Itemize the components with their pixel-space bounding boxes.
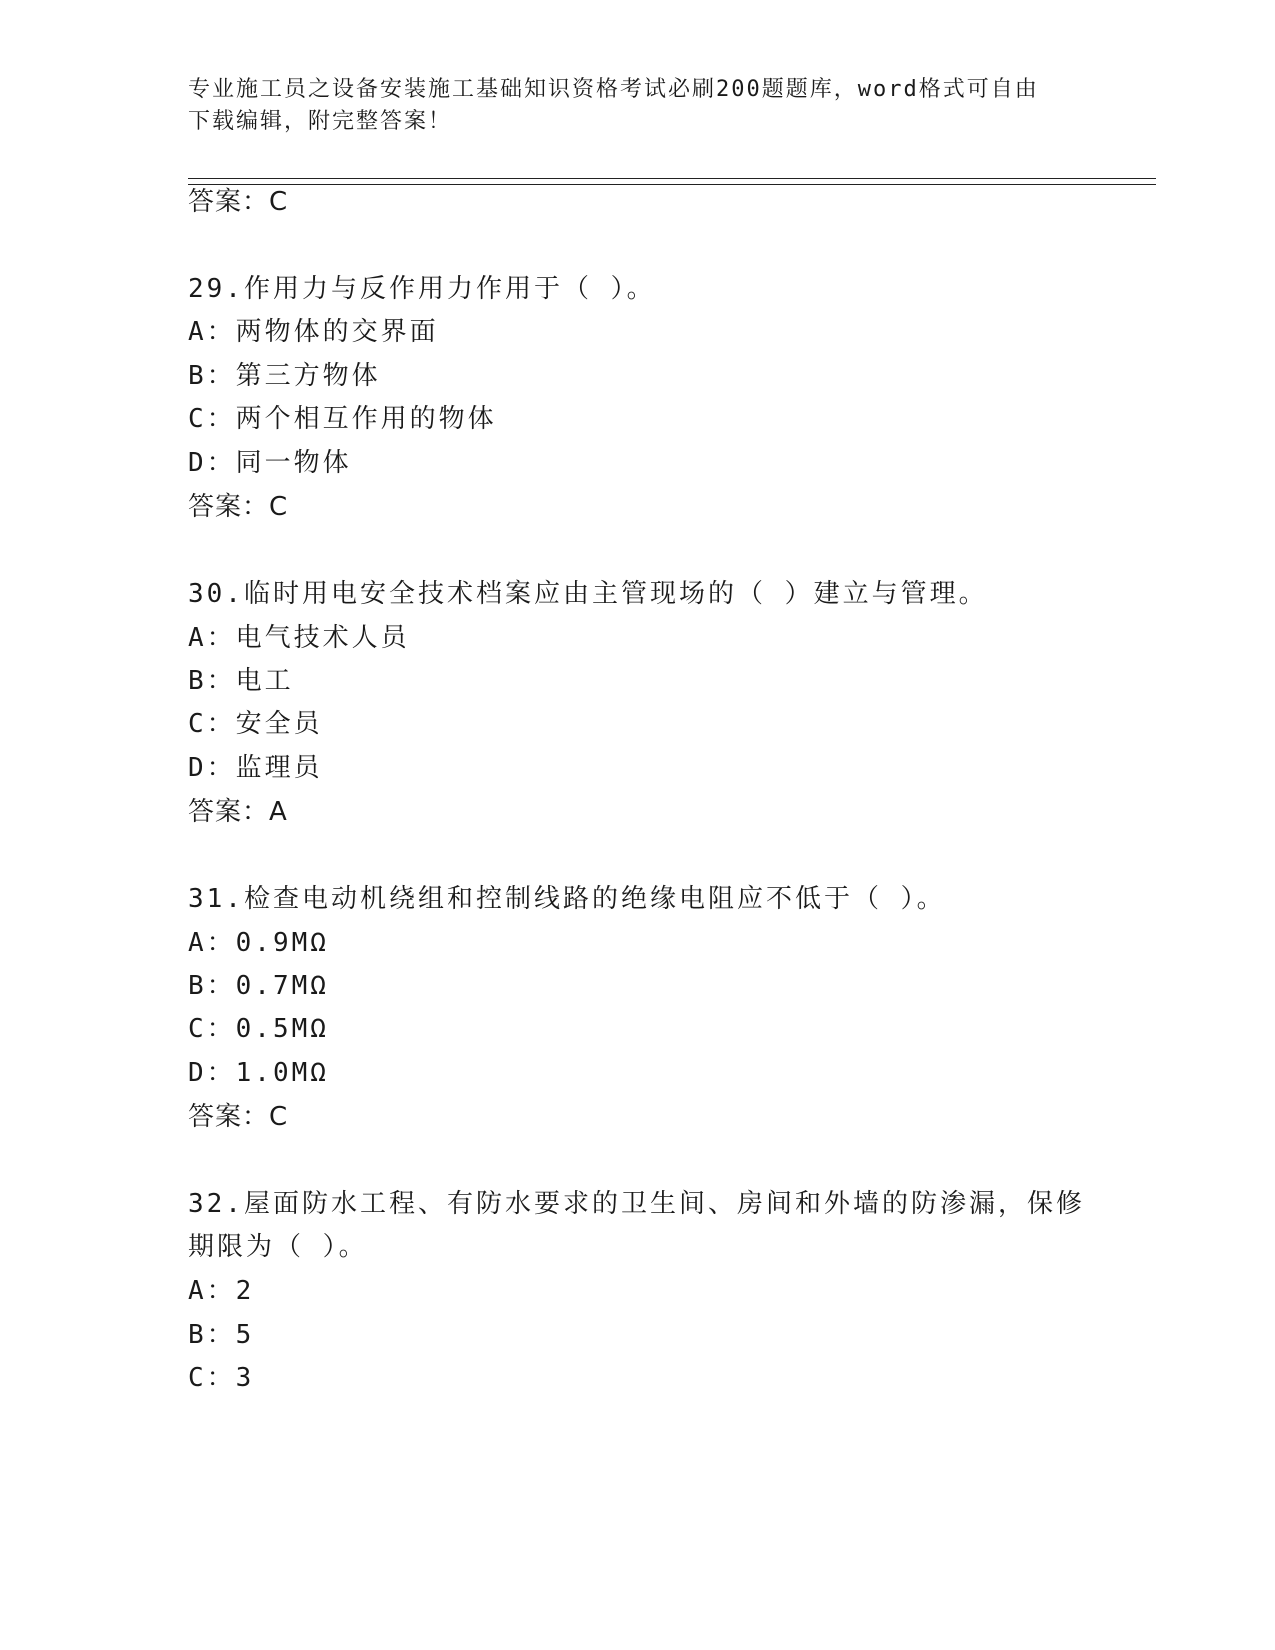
- option-30-c: C：安全员: [188, 709, 323, 739]
- question-32-line-1: 32.屋面防水工程、有防水要求的卫生间、房间和外墙的防渗漏，保修: [188, 1189, 1085, 1219]
- option-32-c: C：3: [188, 1363, 255, 1393]
- option-31-d: D：1.0MΩ: [188, 1058, 329, 1088]
- option-30-b: B：电工: [188, 666, 294, 696]
- question-30: 30.临时用电安全技术档案应由主管现场的（ ）建立与管理。: [188, 579, 988, 609]
- option-31-b: B：0.7MΩ: [188, 971, 329, 1001]
- header-line-1: 专业施工员之设备安装施工基础知识资格考试必刷200题题库，word格式可自由: [188, 77, 1039, 102]
- answer-29: 答案：C: [188, 492, 289, 522]
- question-32-line-2: 期限为（ ）。: [188, 1232, 368, 1262]
- option-29-a: A：两物体的交界面: [188, 317, 439, 347]
- option-31-a: A：0.9MΩ: [188, 928, 329, 958]
- option-32-a: A：2: [188, 1276, 255, 1306]
- document-header: [188, 74, 1088, 138]
- answer-30: 答案：A: [188, 797, 288, 827]
- option-31-c: C：0.5MΩ: [188, 1014, 329, 1044]
- option-29-d: D：同一物体: [188, 448, 352, 478]
- option-29-b: B：第三方物体: [188, 361, 381, 391]
- header-line-2: 下载编辑，附完整答案！: [188, 109, 453, 134]
- question-29: 29.作用力与反作用力作用于（ ）。: [188, 274, 656, 304]
- answer-28: 答案：C: [188, 187, 289, 217]
- option-29-c: C：两个相互作用的物体: [188, 404, 497, 434]
- answer-31: 答案：C: [188, 1102, 289, 1132]
- option-32-b: B：5: [188, 1320, 255, 1350]
- header-divider: [188, 178, 1156, 185]
- option-30-d: D：监理员: [188, 753, 323, 783]
- option-30-a: A：电气技术人员: [188, 623, 410, 653]
- question-31: 31.检查电动机绕组和控制线路的绝缘电阻应不低于（ ）。: [188, 884, 946, 914]
